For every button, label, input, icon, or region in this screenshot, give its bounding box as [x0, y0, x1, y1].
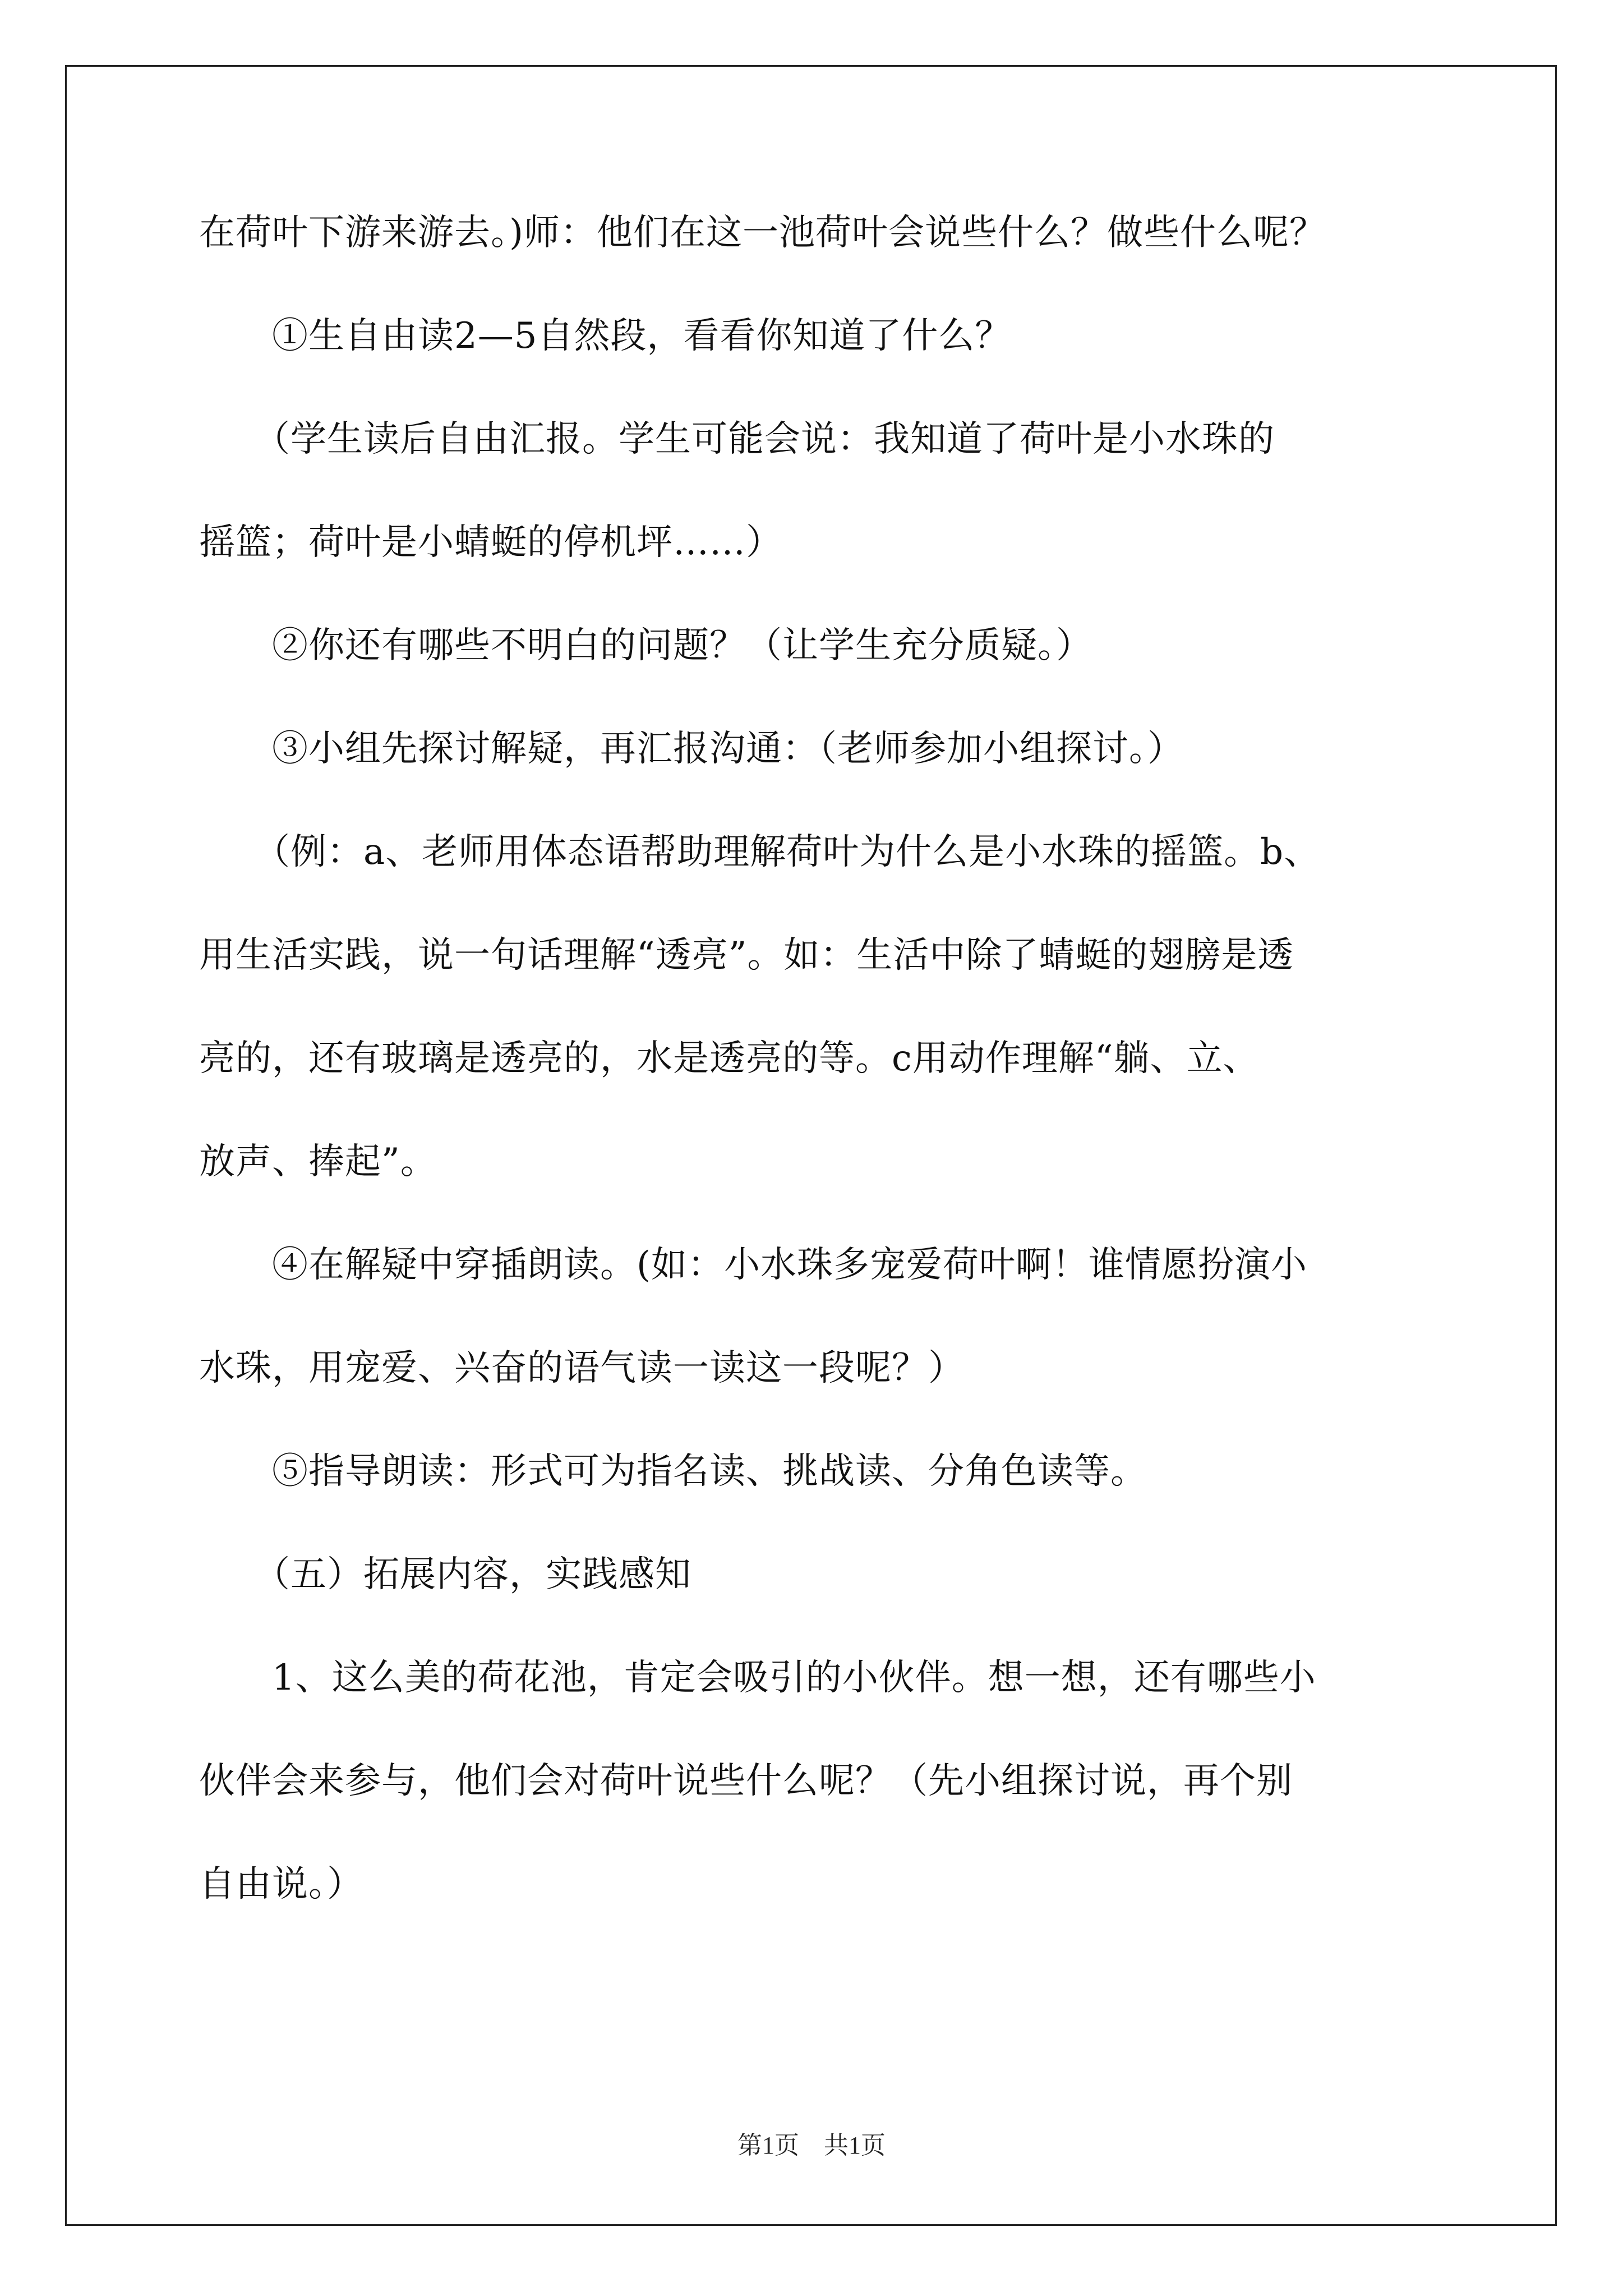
text-line: 1、这么美的荷花池，肯定会吸引的小伙伴。想一想，还有哪些小	[199, 1657, 1316, 1699]
text-line: 在荷叶下游来游去。)师：他们在这一池荷叶会说些什么？做些什么呢？	[199, 212, 1326, 254]
text-line: ④在解疑中穿插朗读。(如：小水珠多宠爱荷叶啊！谁情愿扮演小	[199, 1244, 1307, 1286]
text-line: （学生读后自由汇报。学生可能会说：我知道了荷叶是小水珠的	[199, 418, 1275, 460]
text-line: 亮的，还有玻璃是透亮的，水是透亮的等。c用动作理解“躺、立、	[199, 1038, 1260, 1079]
text-line: 自由说。）	[199, 1864, 363, 1905]
section-heading: （五）拓展内容，实践感知	[199, 1554, 691, 1595]
text-line: ①生自由读2—5自然段，看看你知道了什么？	[199, 315, 1012, 357]
page-number: 第1页 共1页	[737, 2132, 886, 2159]
text-line: ②你还有哪些不明白的问题？（让学生充分质疑。）	[199, 625, 1092, 666]
text-line: 用生活实践，说一句话理解“透亮”。如：生活中除了蜻蜓的翅膀是透	[199, 935, 1294, 976]
text-line: 水珠，用宠爱、兴奋的语气读一读这一段呢？）	[199, 1347, 965, 1389]
text-line: （例：a、老师用体态语帮助理解荷叶为什么是小水珠的摇篮。b、	[199, 831, 1321, 873]
text-line: 摇篮；荷叶是小蜻蜓的停机坪……）	[199, 522, 782, 563]
text-line: 伙伴会来参与，他们会对荷叶说些什么呢？（先小组探讨说，再个别	[199, 1760, 1293, 1802]
text-line: 放声、捧起”。	[199, 1141, 437, 1182]
text-line: ③小组先探讨解疑，再汇报沟通：（老师参加小组探讨。）	[199, 728, 1184, 770]
text-line: ⑤指导朗读：形式可为指名读、挑战读、分角色读等。	[199, 1451, 1147, 1492]
